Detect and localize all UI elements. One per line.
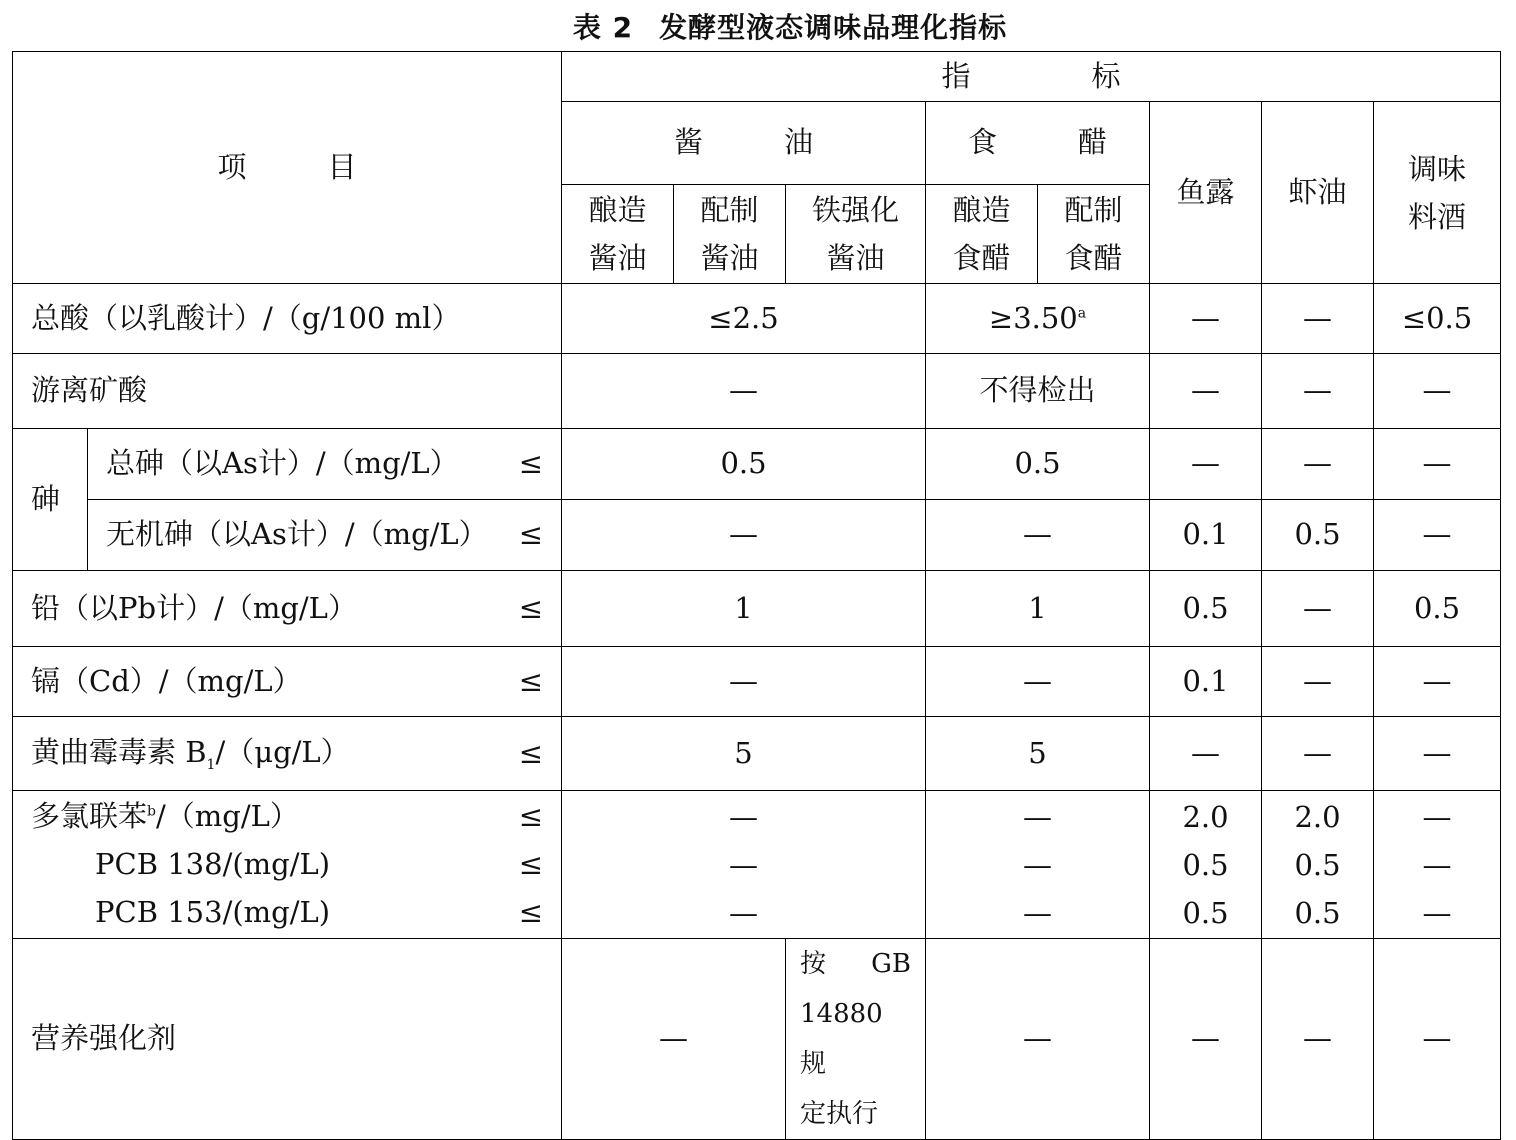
table-row (13, 284, 1501, 354)
table-row (13, 717, 1501, 791)
cell-vinegar: — — — (926, 791, 1150, 939)
cell-soy: — (562, 500, 926, 571)
cell-soy: 0.5 (562, 429, 926, 500)
cell-fish: 2.0 0.5 0.5 (1150, 791, 1262, 939)
cell-wine: — (1374, 939, 1501, 1140)
cell-wine: — (1374, 717, 1501, 791)
cell-fish: 0.1 (1150, 500, 1262, 571)
row-label-lead: 铅（以Pb计）/（mg/L） ≤ (13, 571, 562, 647)
cell-soy: 1 (562, 571, 926, 647)
header-blended-vinegar: 配制 食醋 (1038, 185, 1150, 284)
cell-vinegar: — (926, 500, 1150, 571)
cell-fish: — (1150, 429, 1262, 500)
header-iron-soy: 铁强化 酱油 (786, 185, 926, 284)
cell-wine: 0.5 (1374, 571, 1501, 647)
cell-wine: — (1374, 429, 1501, 500)
cell-shrimp: — (1262, 284, 1374, 354)
table-row (13, 939, 1501, 1140)
header-cooking-wine: 调味 料酒 (1374, 102, 1501, 284)
cell-wine: — — — (1374, 791, 1501, 939)
cell-shrimp: — (1262, 354, 1374, 429)
row-label-total-acid: 总酸（以乳酸计）/（g/100 ml） (13, 284, 562, 354)
table-number: 表 2 (572, 11, 634, 44)
header-vinegar: 食 醋 (926, 102, 1150, 185)
cell-fish: — (1150, 939, 1262, 1140)
physicochemical-table (12, 51, 1501, 1140)
cell-soy: 5 (562, 717, 926, 791)
cell-wine: — (1374, 500, 1501, 571)
cell-iron-soy: 按 GB 14880 规 定执行 (786, 939, 926, 1140)
cell-fish: — (1150, 717, 1262, 791)
cell-vinegar: 1 (926, 571, 1150, 647)
cell-wine: ≤0.5 (1374, 284, 1501, 354)
cell-soy: — (562, 647, 926, 717)
cell-shrimp: — (1262, 429, 1374, 500)
cell-shrimp: — (1262, 717, 1374, 791)
cell-soy: — (562, 939, 786, 1140)
row-label-pcb: 多氯联苯$^b$/（mg/L） ≤ PCB 138/(mg/L) ≤ PCB 153/(mg/L) ≤ (13, 791, 562, 939)
table-row (13, 571, 1501, 647)
table-row (13, 791, 1501, 939)
cell-soy: — (562, 354, 926, 429)
cell-shrimp: 2.0 0.5 0.5 (1262, 791, 1374, 939)
row-label-aflatoxin: 黄曲霉毒素 $B_1/(\mu g/L)$ ≤ (13, 717, 562, 791)
table-row (13, 354, 1501, 429)
table-title (0, 6, 1516, 46)
cell-vinegar: — (926, 647, 1150, 717)
cell-fish: — (1150, 284, 1262, 354)
header-brewed-soy: 酿造 酱油 (562, 185, 674, 284)
table-row (13, 500, 1501, 571)
row-group-arsenic: 砷 (13, 429, 88, 571)
table-row (13, 647, 1501, 717)
table-row (13, 429, 1501, 500)
cell-shrimp: — (1262, 939, 1374, 1140)
cell-vinegar: 不得检出 (926, 354, 1150, 429)
header-indicator: 指 标 (562, 52, 1501, 102)
row-label-fortifier: 营养强化剂 (13, 939, 562, 1140)
header-blended-soy: 配制 酱油 (674, 185, 786, 284)
row-label-inorganic-arsenic: 无机砷（以As计）/（mg/L） ≤ (88, 500, 562, 571)
cell-shrimp: 0.5 (1262, 500, 1374, 571)
cell-vinegar: — (926, 939, 1150, 1140)
cell-shrimp: — (1262, 571, 1374, 647)
cell-fish: 0.5 (1150, 571, 1262, 647)
header-item: 项 目 (13, 52, 562, 284)
header-soy-sauce: 酱 油 (562, 102, 926, 185)
table-caption: 发酵型液态调味品理化指标 (659, 11, 1008, 44)
cell-shrimp: — (1262, 647, 1374, 717)
cell-fish: — (1150, 354, 1262, 429)
row-label-cadmium: 镉（Cd）/（mg/L） ≤ (13, 647, 562, 717)
row-label-free-acid: 游离矿酸 (13, 354, 562, 429)
cell-soy: ≤2.5 (562, 284, 926, 354)
cell-fish: 0.1 (1150, 647, 1262, 717)
header-fish-sauce: 鱼露 (1150, 102, 1262, 284)
row-label-total-arsenic: 总砷（以As计）/（mg/L） ≤ (88, 429, 562, 500)
cell-vinegar: 5 (926, 717, 1150, 791)
header-shrimp-oil: 虾油 (1262, 102, 1374, 284)
cell-vinegar: 0.5 (926, 429, 1150, 500)
header-brewed-vinegar: 酿造 食醋 (926, 185, 1038, 284)
cell-wine: — (1374, 354, 1501, 429)
cell-soy: — — — (562, 791, 926, 939)
cell-vinegar: ≥3.50$^a$ (926, 284, 1150, 354)
cell-wine: — (1374, 647, 1501, 717)
